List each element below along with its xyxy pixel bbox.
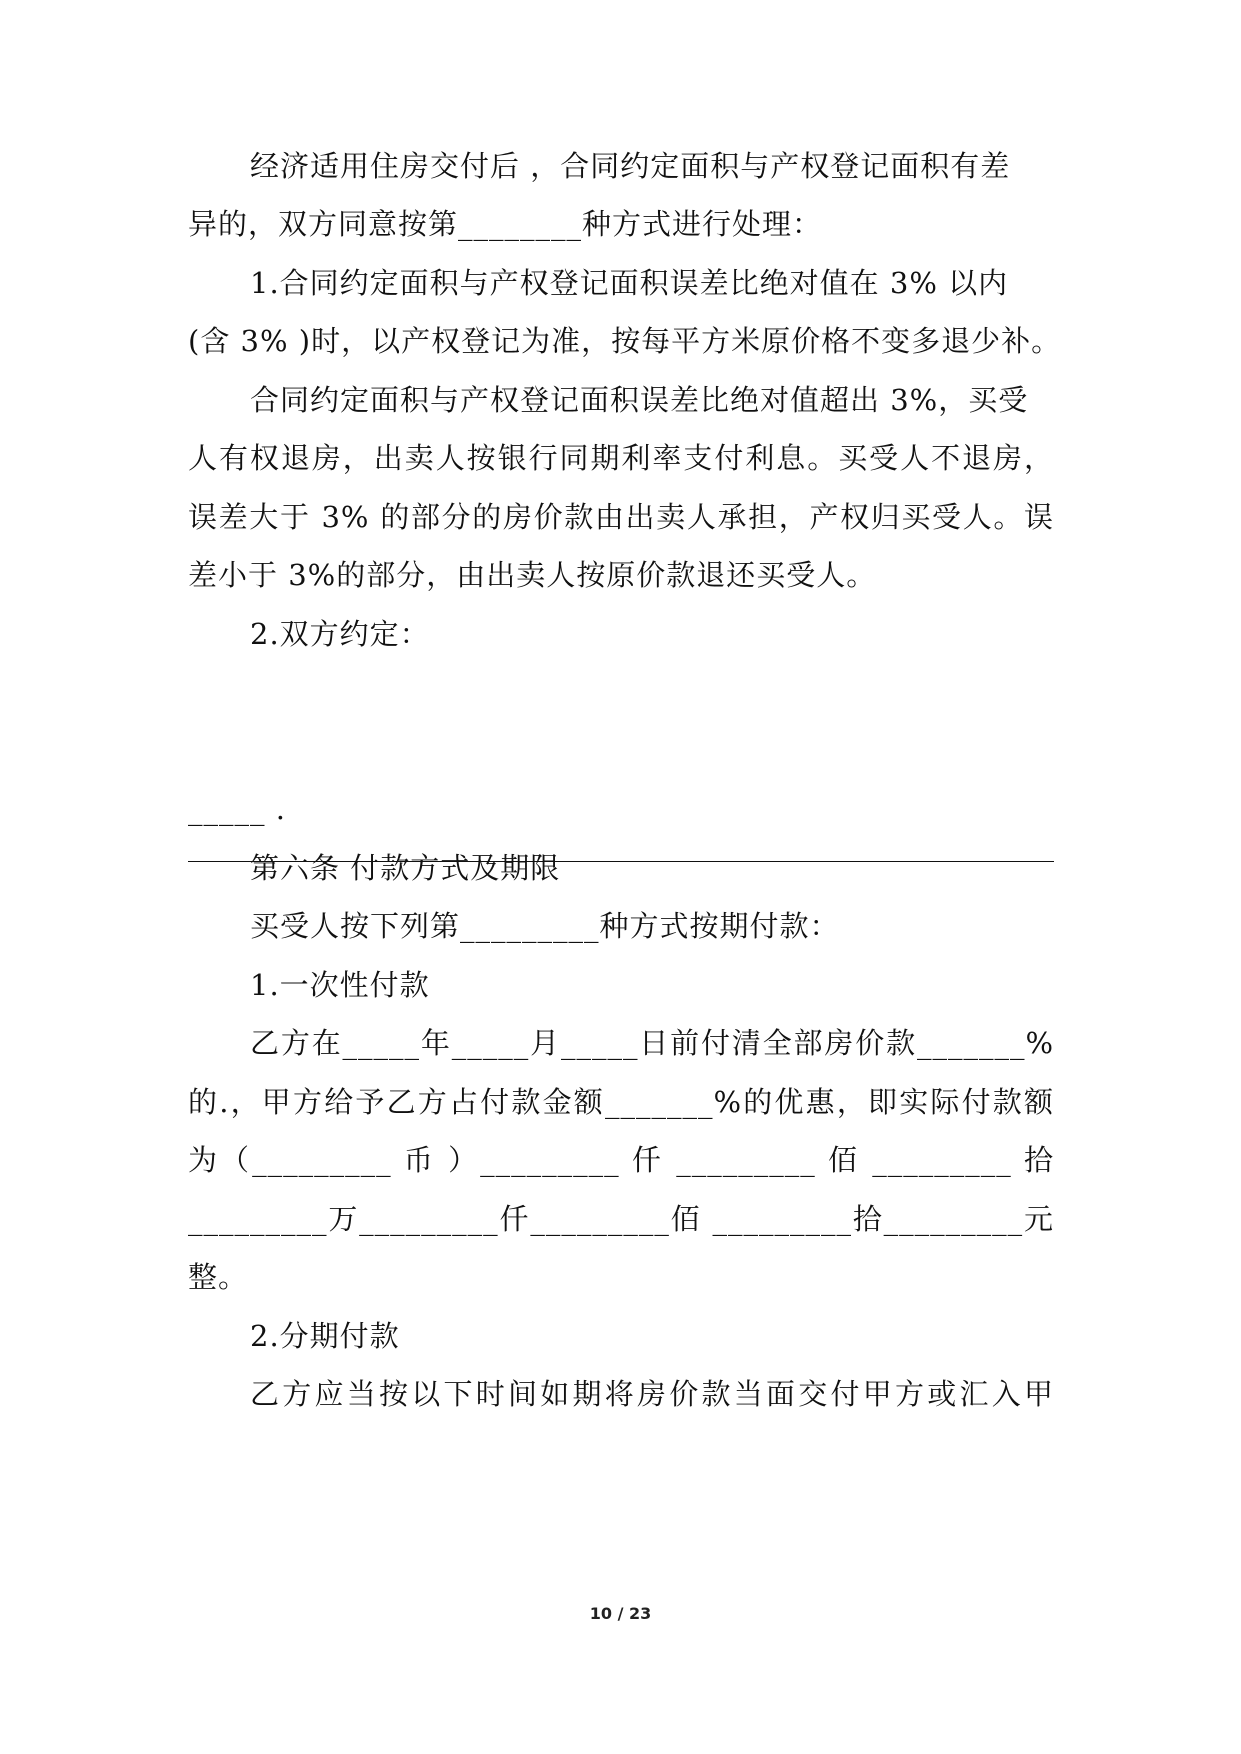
paragraph-line: 1.合同约定面积与产权登记面积误差比绝对值在 3% 以内 (250, 266, 1009, 300)
paragraph-line: 差小于 3%的部分，由出卖人按原价款退还买受人。 (188, 558, 877, 592)
paragraph-line: 经济适用住房交付后 ，合同约定面积与产权登记面积有差 (250, 149, 1011, 183)
paragraph-line: 1.一次性付款 (250, 968, 430, 1002)
paragraph-line: _________万_________仟_________佰 _________拾_________元 (188, 1202, 1054, 1236)
paragraph-line: 异的，双方同意按第________种方式进行处理： (188, 207, 823, 241)
section-heading: 第六条 付款方式及期限 (250, 851, 561, 885)
page-number: 10 / 23 (589, 1604, 652, 1623)
paragraph-line: 人有权退房，出卖人按银行同期利率支付利息。买受人不退房， (188, 441, 1054, 475)
paragraph-line: 误差大于 3% 的部分的房价款由出卖人承担，产权归买受人。误 (188, 500, 1054, 534)
paragraph-line: 2.双方约定： (250, 617, 430, 651)
paragraph-line: 整。 (188, 1260, 249, 1294)
paragraph-line: 合同约定面积与产权登记面积误差比绝对值超出 3%，买受 (250, 383, 1029, 417)
paragraph-line: 2.分期付款 (250, 1319, 400, 1353)
paragraph-line: _____ . (188, 792, 286, 826)
paragraph-line: 买受人按下列第_________种方式按期付款： (250, 909, 840, 943)
paragraph-line: 为（_________ 币 ）_________ 仟 _________ 佰 _________ 拾 (188, 1143, 1054, 1177)
paragraph-line: 乙方在_____年_____月_____日前付清全部房价款_______% (250, 1026, 1054, 1060)
paragraph-line: 的.，甲方给予乙方占付款金额_______%的优惠，即实际付款额 (188, 1085, 1054, 1119)
paragraph-line: (含 3% )时，以产权登记为准，按每平方米原价格不变多退少补。 (188, 324, 1062, 358)
paragraph-line: 乙方应当按以下时间如期将房价款当面交付甲方或汇入甲 (250, 1377, 1054, 1411)
